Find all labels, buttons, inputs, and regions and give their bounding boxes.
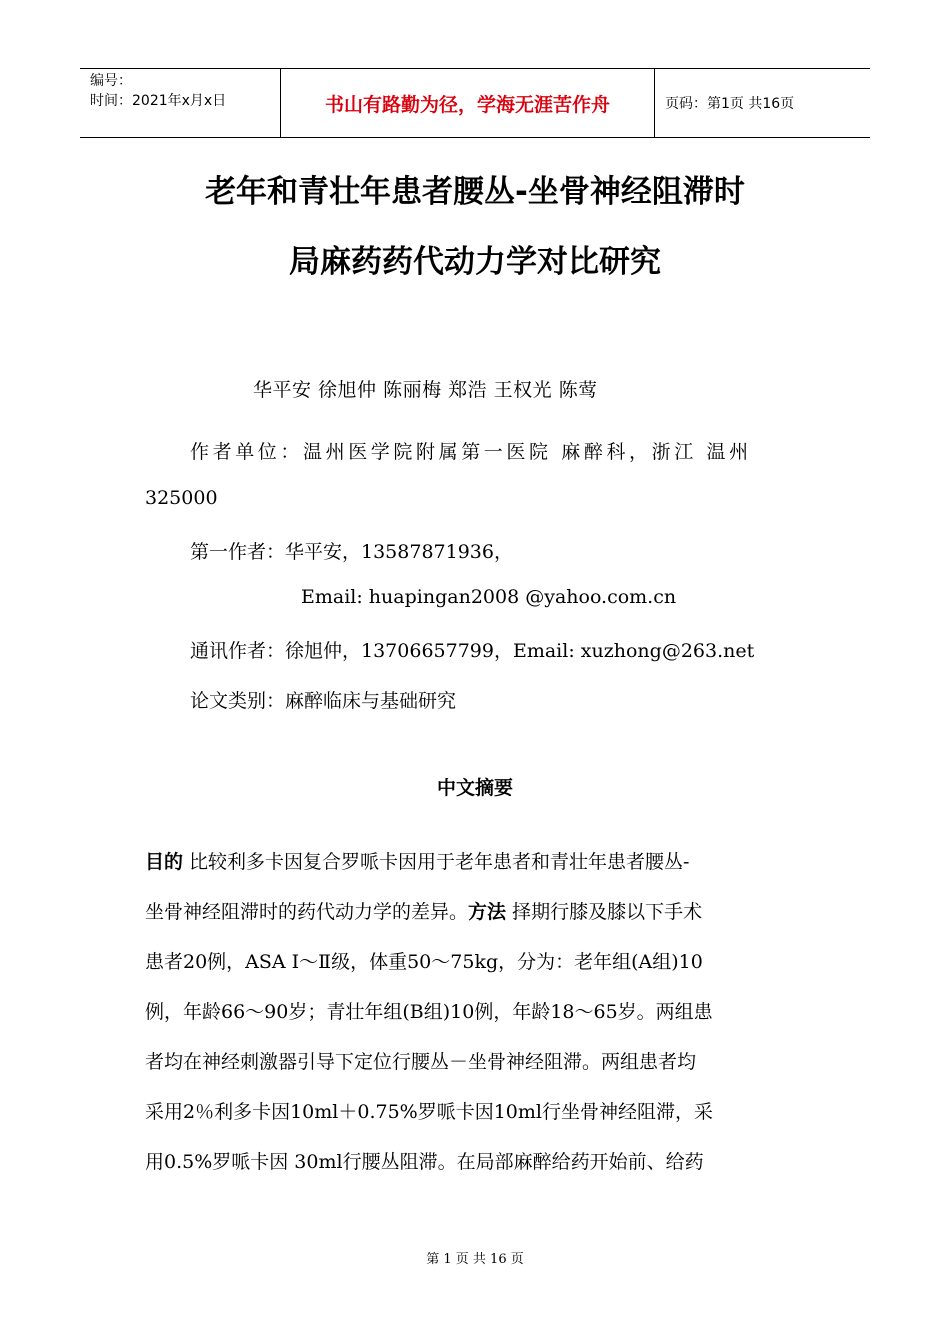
page-footer: 第 1 页 共 16 页 xyxy=(426,1252,524,1267)
abstract-heading: 中文摘要 xyxy=(436,777,513,799)
abstract-line: 采用2％利多卡因10ml＋0.75%罗哌卡因10ml行坐骨神经阻滞，采 xyxy=(145,1101,713,1123)
line-text: 坐骨神经阻滞时的药代动力学的差异。 xyxy=(145,901,469,923)
time-label: 时间：2021年x月x日 xyxy=(90,93,227,109)
first-author-email: Email: huapingan2008 @yahoo.com.cn xyxy=(301,586,677,608)
paper-category: 论文类别：麻醉临床与基础研究 xyxy=(190,690,457,712)
line-text: 比较利多卡因复合罗哌卡因用于老年患者和青壮年患者腰丛- xyxy=(183,851,690,873)
abstract-line: 患者20例，ASA Ⅰ～Ⅱ级，体重50～75kg，分为：老年组(A组)10 xyxy=(145,951,703,973)
first-author: 第一作者：华平安，13587871936， xyxy=(190,541,513,563)
header-table xyxy=(80,68,870,138)
authors: 华平安 徐旭仲 陈丽梅 郑浩 王权光 陈莺 xyxy=(253,379,598,401)
label-method: 方法 xyxy=(468,901,507,923)
header-motto: 书山有路勤为径，学海无涯苦作舟 xyxy=(281,69,655,137)
header-page-info: 页码：第1页 共16页 xyxy=(665,96,795,112)
corresponding-author: 通讯作者：徐旭仲，13706657799，Email: xuzhong@263.net xyxy=(190,640,755,662)
postal-code: 325000 xyxy=(145,487,218,509)
number-label: 编号： xyxy=(90,73,132,89)
affiliation: 作者单位：温州医学院附属第一医院 麻醉科，浙江 温州 xyxy=(190,441,752,463)
line-text: 择期行膝及膝以下手术 xyxy=(506,901,703,923)
abstract-line: 例，年龄66～90岁；青壮年组(B组)10例，年龄18～65岁。两组患 xyxy=(145,1001,713,1023)
abstract-line: 者均在神经刺激器引导下定位行腰丛－坐骨神经阻滞。两组患者均 xyxy=(145,1051,697,1073)
abstract-line xyxy=(145,847,689,874)
title-line-2: 局麻药药代动力学对比研究 xyxy=(289,244,661,280)
label-objective: 目的 xyxy=(145,851,184,873)
header-left-cell xyxy=(80,69,281,137)
title-line-1: 老年和青壮年患者腰丛-坐骨神经阻滞时 xyxy=(205,174,745,210)
abstract-line xyxy=(145,897,702,924)
abstract-line: 用0.5%罗哌卡因 30ml行腰丛阻滞。在局部麻醉给药开始前、给药 xyxy=(145,1151,704,1173)
